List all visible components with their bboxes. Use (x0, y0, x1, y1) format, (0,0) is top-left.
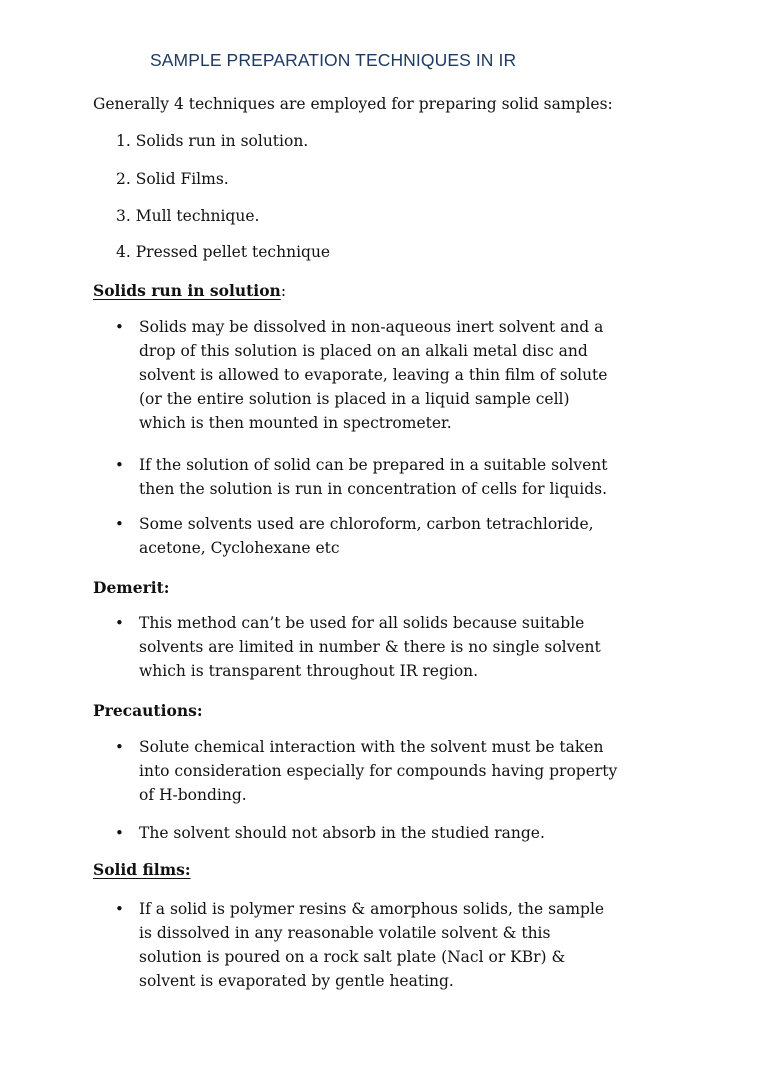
text-line: of H-bonding. (139, 786, 247, 804)
section-heading-precautions: Precautions: (93, 701, 203, 720)
section-heading-demerit: Demerit: (93, 578, 170, 597)
list-number: 1. (116, 132, 131, 150)
text-line: If the solution of solid can be prepared in a suitable solvent (139, 456, 608, 474)
bullet-paragraph (139, 897, 604, 993)
text-line: The solvent should not absorb in the studied range. (139, 824, 545, 842)
bullet-icon: • (115, 318, 124, 336)
section-heading-films (93, 860, 191, 879)
list-item (116, 243, 330, 261)
text-line: solution is poured on a rock salt plate (Nacl or KBr) & (139, 948, 566, 966)
bullet-icon: • (115, 614, 124, 632)
bullet-paragraph (139, 315, 607, 435)
bullet-paragraph (139, 611, 601, 683)
text-line: which is then mounted in spectrometer. (139, 414, 452, 432)
text-line: (or the entire solution is placed in a liquid sample cell) (139, 390, 570, 408)
text-line: into consideration especially for compounds having property (139, 762, 618, 780)
text-line: Some solvents used are chloroform, carbon tetrachloride, (139, 515, 594, 533)
text-line: acetone, Cyclohexane etc (139, 539, 340, 557)
bullet-paragraph (139, 735, 617, 807)
text-line: drop of this solution is placed on an alkali metal disc and (139, 342, 588, 360)
text-line: which is transparent throughout IR region. (139, 662, 479, 680)
section-heading-solution (93, 281, 286, 300)
bullet-icon: • (115, 456, 124, 474)
bullet-icon: • (115, 515, 124, 533)
bullet-paragraph (139, 821, 545, 845)
section-heading-text: Solids run in solution (93, 281, 281, 300)
section-heading-text: Solid films: (93, 860, 191, 879)
list-item (116, 170, 229, 188)
list-item (116, 132, 308, 150)
text-line: Solids may be dissolved in non-aqueous inert solvent and a (139, 318, 604, 336)
intro-text: Generally 4 techniques are employed for preparing solid samples: (93, 95, 613, 113)
text-line: solvent is allowed to evaporate, leaving a thin film of solute (139, 366, 608, 384)
heading-colon: : (280, 282, 287, 300)
list-item (116, 207, 259, 225)
list-number: 4. (116, 243, 131, 261)
list-item-text: Solids run in solution. (135, 132, 309, 150)
bullet-paragraph (139, 453, 608, 501)
text-line: This method can’t be used for all solids because suitable (139, 614, 585, 632)
bullet-paragraph (139, 512, 594, 560)
text-line: If a solid is polymer resins & amorphous solids, the sample (139, 900, 605, 918)
text-line: Solute chemical interaction with the solvent must be taken (139, 738, 604, 756)
list-number: 3. (116, 207, 131, 225)
bullet-icon: • (115, 738, 124, 756)
text-line: then the solution is run in concentration of cells for liquids. (139, 480, 608, 498)
bullet-icon: • (115, 900, 124, 918)
list-item-text: Solid Films. (135, 170, 229, 188)
list-item-text: Pressed pellet technique (135, 243, 331, 261)
text-line: solvents are limited in number & there is no single solvent (139, 638, 601, 656)
text-line: is dissolved in any reasonable volatile solvent & this (139, 924, 551, 942)
list-item-text: Mull technique. (135, 207, 260, 225)
bullet-icon: • (115, 824, 124, 842)
text-line: solvent is evaporated by gentle heating. (139, 972, 454, 990)
list-number: 2. (116, 170, 131, 188)
page-title: SAMPLE PREPARATION TECHNIQUES IN IR (150, 50, 517, 70)
